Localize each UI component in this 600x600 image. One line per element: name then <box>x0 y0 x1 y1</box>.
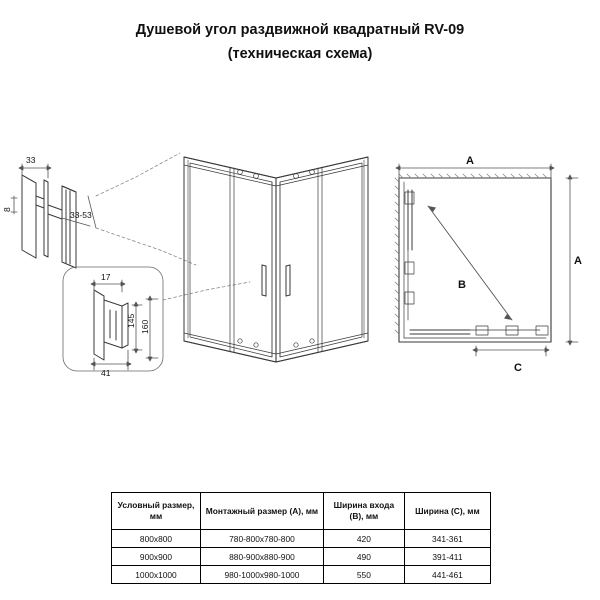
page-title-line1: Душевой угол раздвижной квадратный RV-09 <box>135 22 465 38</box>
leader-line-profile <box>96 153 180 196</box>
table-cell-mount: 780-800x780-800 <box>201 530 324 548</box>
label-plan-A-top: A <box>466 155 474 167</box>
table-cell-width: 341-361 <box>404 530 490 548</box>
table-header-cell-1: Монтажный размер (A), мм <box>201 493 324 530</box>
table-row <box>112 566 491 584</box>
table-cell-mount: 980-1000x980-1000 <box>201 566 324 584</box>
spec-table-wrapper <box>111 492 491 584</box>
table-cell-width: 391-411 <box>404 548 490 566</box>
label-17: 17 <box>101 272 111 282</box>
profile-section-detail <box>22 175 76 268</box>
label-plan-A-right: A <box>574 255 582 267</box>
label-33-53: 33-53 <box>70 210 92 220</box>
table-cell-entry: 490 <box>323 548 404 566</box>
page-title-line2: (техническая схема) <box>227 46 373 62</box>
table-cell-entry: 420 <box>323 530 404 548</box>
label-33: 33 <box>26 155 36 165</box>
table-cell-entry: 550 <box>323 566 404 584</box>
label-145: 145 <box>126 313 136 328</box>
label-8: 8 <box>2 207 12 212</box>
leader-line-handle <box>163 282 250 300</box>
table-row <box>112 530 491 548</box>
leader-line-profile-2 <box>96 228 196 265</box>
label-160: 160 <box>140 319 150 334</box>
entry-dimension-B <box>428 206 512 320</box>
table-cell-mount: 880-900x880-900 <box>201 548 324 566</box>
dimension-C-bottom <box>473 346 549 356</box>
label-41: 41 <box>101 368 111 378</box>
table-row <box>112 548 491 566</box>
dimension-41 <box>91 350 131 370</box>
plan-view <box>395 174 551 342</box>
spec-table <box>111 492 491 584</box>
label-plan-B: B <box>458 279 466 291</box>
plan-hatching-top <box>399 174 547 178</box>
table-cell-size: 1000x1000 <box>112 566 201 584</box>
table-header-cell-3: Ширина (C), мм <box>404 493 490 530</box>
label-plan-C: C <box>514 362 522 374</box>
table-cell-width: 441-461 <box>404 566 490 584</box>
handle-detail <box>94 290 128 360</box>
handle-detail-frame <box>63 267 163 371</box>
isometric-shower-view <box>184 157 368 362</box>
plan-hatching-left <box>395 178 399 334</box>
table-header-row <box>112 493 491 530</box>
table-header-cell-0: Условный размер, мм <box>112 493 201 530</box>
table-header-cell-2: Ширина входа (B), мм <box>323 493 404 530</box>
table-cell-size: 900x900 <box>112 548 201 566</box>
table-cell-size: 800x800 <box>112 530 201 548</box>
